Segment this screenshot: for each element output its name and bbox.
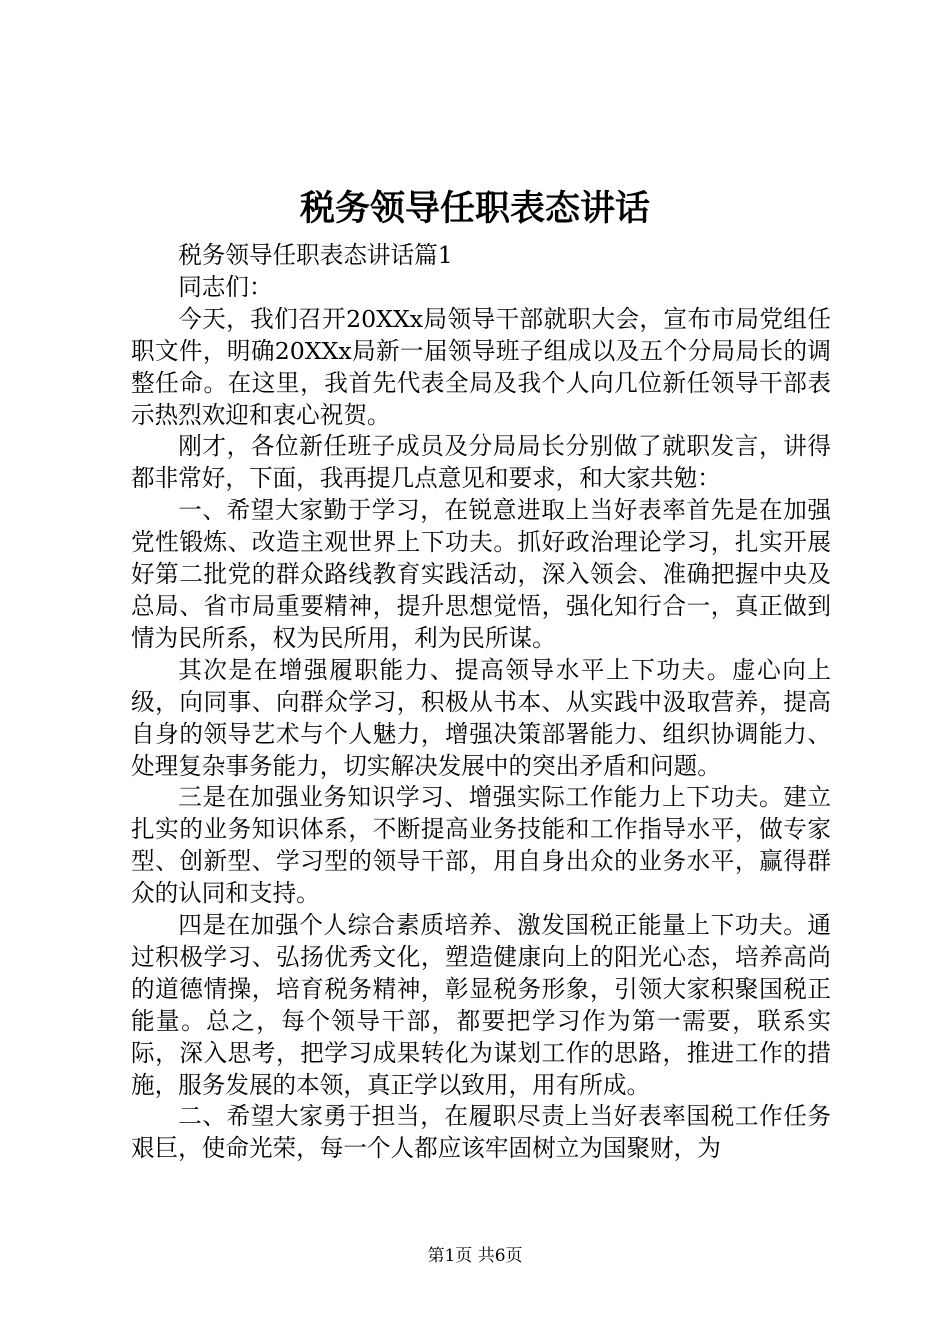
paragraph: 其次是在增强履职能力、提高领导水平上下功夫。虚心向上级，向同事、向群众学习，积极从书本、从实践中汲取营养，提高自身的领导艺术与个人魅力，增强决策部署能力、组织协调能力、处理复杂事务能力，切实解决发展中的突出矛盾和问题。	[131, 655, 831, 780]
paragraph: 刚才，各位新任班子成员及分局局长分别做了就职发言，讲得都非常好，下面，我再提几点意见和要求，和大家共勉：	[131, 432, 831, 493]
paragraph: 今天，我们召开20XXx局领导干部就职大会，宣布市局党组任职文件，明确20XXx局新一届领导班子组成以及五个分局局长的调整任命。在这里，我首先代表全局及我个人向几位新任领导干部表示热烈欢迎和衷心祝贺。	[131, 304, 831, 429]
paragraph: 税务领导任职表态讲话篇1	[178, 241, 453, 269]
paragraph: 三是在加强业务知识学习、增强实际工作能力上下功夫。建立扎实的业务知识体系，不断提高业务技能和工作指导水平，做专家型、创新型、学习型的领导干部，用自身出众的业务水平，赢得群众的认同和支持。	[131, 783, 831, 908]
page-footer: 第1页 共6页	[427, 1246, 523, 1266]
document-body	[131, 240, 831, 1165]
paragraph: 一、希望大家勤于学习，在锐意进取上当好表率首先是在加强党性锻炼、改造主观世界上下功夫。抓好政治理论学习，扎实开展好第二批党的群众路线教育实践活动，深入领会、准确把握中央及总局、省市局重要精神，提升思想觉悟，强化知行合一，真正做到情为民所系，权为民所用，利为民所谋。	[131, 496, 831, 652]
paragraph: 二、希望大家勇于担当，在履职尽责上当好表率国税工作任务艰巨，使命光荣，每一个人都应该牢固树立为国聚财，为	[131, 1102, 831, 1163]
paragraph: 四是在加强个人综合素质培养、激发国税正能量上下功夫。通过积极学习、弘扬优秀文化，塑造健康向上的阳光心态，培养高尚的道德情操，培育税务精神，彰显税务形象，引领大家积聚国税正能量。总之，每个领导干部，都要把学习作为第一需要，联系实际，深入思考，把学习成果转化为谋划工作的思路，推进工作的措施，服务发展的本领，真正学以致用，用有所成。	[131, 911, 831, 1099]
paragraph: 同志们：	[178, 272, 273, 301]
document-title: 税务领导任职表态讲话	[299, 189, 650, 229]
